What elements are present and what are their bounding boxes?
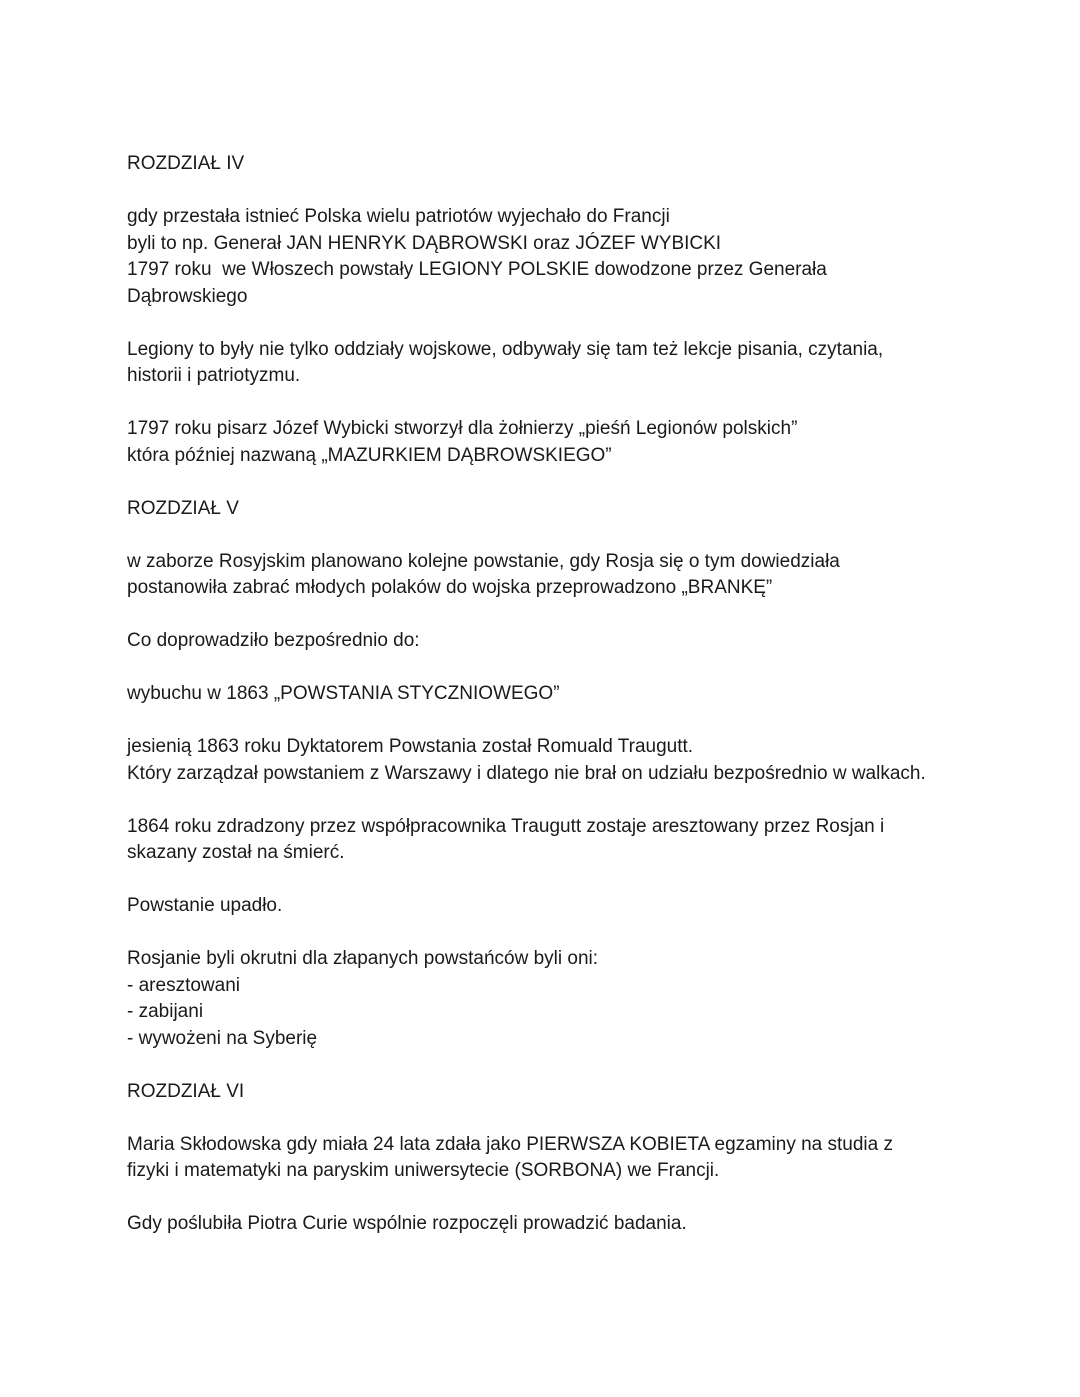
- paragraph: [127, 628, 987, 655]
- document-page: [127, 151, 987, 1238]
- text-line: w zaborze Rosyjskim planowano kolejne powstanie, gdy Rosja się o tym dowiedziała: [127, 550, 840, 572]
- text-line: 1797 roku we Włoszech powstały LEGIONY POLSKIE dowodzone przez Generała: [127, 259, 827, 280]
- paragraph-with-list: [127, 946, 987, 1052]
- paragraph: [127, 549, 987, 602]
- section-chapter-5: [127, 496, 987, 1053]
- text-line: Dąbrowskiego: [127, 285, 248, 307]
- paragraph: [127, 337, 987, 390]
- text-line: postanowiła zabrać młodych polaków do wojska przeprowadzono „BRANKĘ”: [127, 577, 773, 598]
- paragraph: [127, 416, 987, 469]
- chapter-heading: ROZDZIAŁ IV: [127, 153, 245, 174]
- text-line: byli to np. Generał JAN HENRYK DĄBROWSKI oraz JÓZEF WYBICKI: [127, 232, 722, 254]
- paragraph: [127, 1211, 987, 1238]
- paragraph: [127, 734, 987, 787]
- text-line: 1797 roku pisarz Józef Wybicki stworzył dla żołnierzy „pieśń Legionów polskich”: [127, 418, 798, 439]
- text-line: Legiony to były nie tylko oddziały wojskowe, odbywały się tam też lekcje pisania, czytania,: [127, 338, 884, 360]
- text-line: która później nazwaną „MAZURKIEM DĄBROWSKIEGO”: [127, 444, 612, 466]
- paragraph: [127, 681, 987, 708]
- text-line: Który zarządzał powstaniem z Warszawy i dlatego nie brał on udziału bezpośrednio w walkach.: [127, 762, 926, 784]
- text-line: Rosjanie byli okrutni dla złapanych powstańców byli oni:: [127, 948, 599, 969]
- list-item: - wywożeni na Syberię: [127, 1027, 318, 1049]
- list-item: - zabijani: [127, 1001, 204, 1022]
- paragraph: [127, 893, 987, 920]
- text-line: Maria Skłodowska gdy miała 24 lata zdała jako PIERWSZA KOBIETA egzaminy na studia z: [127, 1133, 893, 1155]
- paragraph: [127, 204, 987, 310]
- section-chapter-4: [127, 151, 987, 469]
- text-line: Powstanie upadło.: [127, 895, 283, 916]
- chapter-heading: ROZDZIAŁ VI: [127, 1080, 245, 1102]
- text-line: wybuchu w 1863 „POWSTANIA STYCZNIOWEGO”: [127, 683, 560, 704]
- text-line: fizyki i matematyki na paryskim uniwersytecie (SORBONA) we Francji.: [127, 1160, 720, 1181]
- paragraph: [127, 1132, 987, 1185]
- text-line: Co doprowadziło bezpośrednio do:: [127, 630, 420, 651]
- chapter-heading: ROZDZIAŁ V: [127, 497, 239, 519]
- text-line: jesienią 1863 roku Dyktatorem Powstania został Romuald Traugutt.: [127, 736, 694, 757]
- text-line: historii i patriotyzmu.: [127, 365, 301, 386]
- text-line: gdy przestała istnieć Polska wielu patriotów wyjechało do Francji: [127, 206, 670, 227]
- text-line: Gdy poślubiła Piotra Curie wspólnie rozpoczęli prowadzić badania.: [127, 1213, 687, 1234]
- text-line: skazany został na śmierć.: [127, 842, 345, 863]
- paragraph: [127, 814, 987, 867]
- list-item: - aresztowani: [127, 974, 240, 996]
- section-chapter-6: [127, 1079, 987, 1238]
- text-line: 1864 roku zdradzony przez współpracownika Traugutt zostaje aresztowany przez Rosjan i: [127, 815, 885, 837]
